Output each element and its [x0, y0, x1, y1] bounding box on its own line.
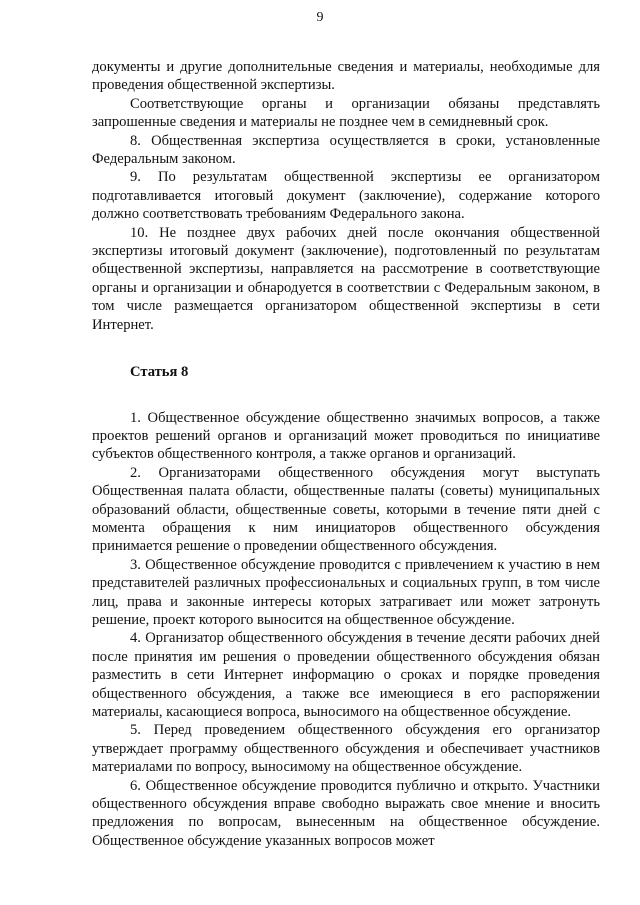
article-paragraph-2: 2. Организаторами общественного обсуждения могут выступать Общественная палата области, общественные палаты (советы) муниципальных образований области, общественные советы, которыми в течение пяти дней с момента обращения к ним инициаторов общественного обсуждения принимается решение о проведении общественного обсуждения.: [92, 464, 600, 555]
article-paragraph-4: 4. Организатор общественного обсуждения в течение десяти рабочих дней после принятия им решения о проведении общественного обсуждения обязан разместить в сети Интернет информацию о сроках и порядке проведения общественного обсуждения, а также все имеющиеся в его распоряжении материалы, касающиеся вопроса, выносимого на общественное обсуждение.: [92, 630, 600, 720]
article-paragraph-5: 5. Перед проведением общественного обсуждения его организатор утверждает программу общественного обсуждения и обеспечивает участников материалами по вопросу, выносимому на общественное обсуждение.: [92, 722, 600, 776]
paragraph-continuation: документы и другие дополнительные сведения и материалы, необходимые для проведения общественной экспертизы.: [92, 59, 600, 94]
page-number: 9: [316, 10, 324, 25]
paragraph: Соответствующие органы и организации обязаны представлять запрошенные сведения и материалы не позднее чем в семидневный срок.: [92, 95, 600, 131]
article-paragraph-3: 3. Общественное обсуждение проводится с привлечением к участию в нем представителей различных профессиональных и социальных групп, в том числе лиц, права и законные интересы которых затрагивает или может затронуть решение, проект которого выносится на общественное обсуждение.: [92, 556, 600, 628]
article-paragraph-6: 6. Общественное обсуждение проводится публично и открыто. Участники общественного обсуждения вправе свободно выражать свое мнение и вносить предложения по вопросам, вынесенным на общественное обсуждение. Общественное обсуждение указанных вопросов может: [92, 777, 600, 849]
paragraph-item-8: 8. Общественная экспертиза осуществляется в сроки, установленные Федеральным законом.: [92, 132, 600, 168]
article-heading: Статья 8: [130, 364, 189, 381]
article-paragraph-1: 1. Общественное обсуждение общественно значимых вопросов, а также проектов решений органов и организаций может проводиться по инициативе субъектов общественного контроля, а также органов и организаций.: [92, 409, 600, 463]
document-body: [92, 58, 600, 850]
paragraph-item-10: 10. Не позднее двух рабочих дней после окончания общественной экспертизы итоговый документ (заключение), подготовленный по результатам общественной экспертизы, направляется на рассмотрение в соответствующие органы и организации и обнародуется в соответствии с Федеральным законом, в том числе размещается организатором общественной экспертизы в сети Интернет.: [92, 224, 600, 333]
paragraph-item-9: 9. По результатам общественной экспертизы ее организатором подготавливается итоговый документ (заключение), содержание которого должно соответствовать требованиям Федерального закона.: [92, 169, 600, 223]
